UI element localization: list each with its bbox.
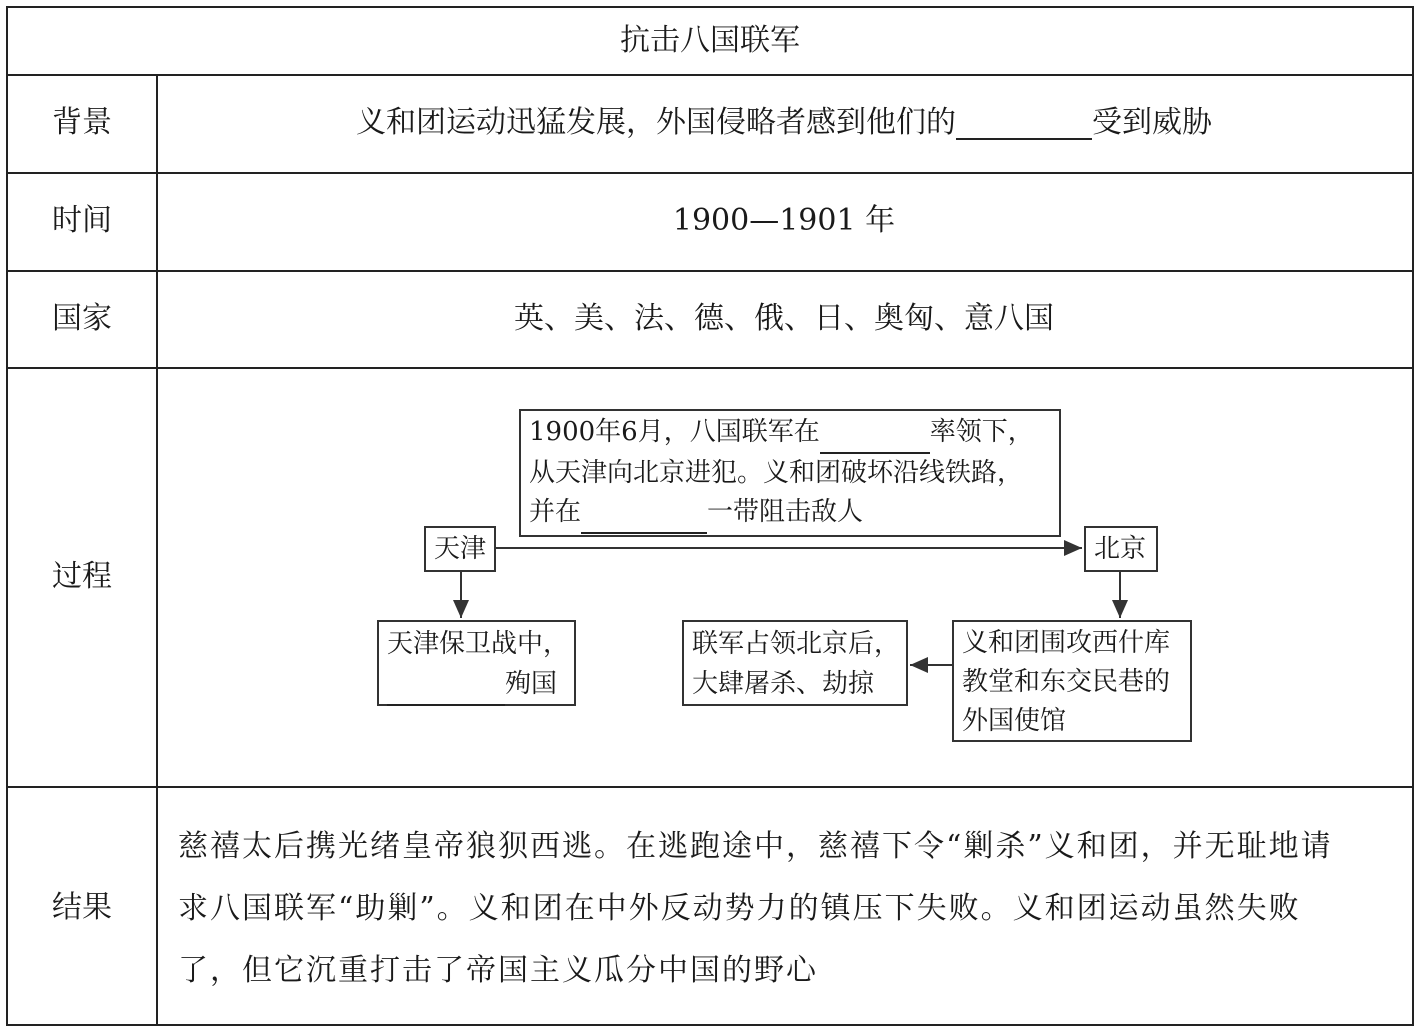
label-countries: 国家 xyxy=(52,301,112,336)
siege-box xyxy=(952,620,1192,742)
siege-text: 教堂和东交民巷的 xyxy=(962,667,1171,697)
label-background: 背景 xyxy=(52,105,112,140)
beijing-box xyxy=(1084,526,1158,572)
countries-value: 英、美、法、德、俄、日、奥匈、意八国 xyxy=(514,301,1054,336)
advance-box xyxy=(519,409,1061,537)
label-time: 时间 xyxy=(52,203,112,238)
occupy-box xyxy=(682,620,908,706)
siege-text: 外国使馆 xyxy=(962,706,1067,736)
advance-text: 率领下， xyxy=(929,417,1034,447)
tianjin-battle-text: 天津保卫战中， xyxy=(387,629,570,659)
occupy-text: 联军占领北京后， xyxy=(692,629,901,659)
background-text-end: 受到威胁 xyxy=(1092,105,1212,140)
result-line: 求八国联军“助剿”。义和团在中外反动势力的镇压下失败。义和团运动虽然失败 xyxy=(178,891,1301,926)
fill-blank xyxy=(820,413,930,454)
beijing-label: 北京 xyxy=(1094,534,1147,564)
tianjin-battle-box xyxy=(377,620,576,706)
siege-text: 义和团围攻西什库 xyxy=(962,628,1171,658)
advance-text: 从天津向北京进犯。义和团破坏沿线铁路， xyxy=(529,458,1024,488)
advance-text: 一带阻击敌人 xyxy=(707,497,864,527)
tianjin-box xyxy=(424,526,496,572)
label-process: 过程 xyxy=(52,559,112,594)
tianjin-label: 天津 xyxy=(434,534,487,564)
fill-blank xyxy=(581,493,707,534)
background-text: 义和团运动迅猛发展，外国侵略者感到他们的 xyxy=(356,105,956,140)
time-value: 1900—1901 年 xyxy=(672,203,896,238)
occupy-text: 大肆屠杀、劫掠 xyxy=(692,669,875,699)
fill-blank xyxy=(387,664,505,706)
table-title: 抗击八国联军 xyxy=(620,23,800,58)
result-line: 慈禧太后携光绪皇帝狼狈西逃。在逃跑途中，慈禧下令“剿杀”义和团，并无耻地请 xyxy=(178,829,1333,864)
advance-text: 1900年6月，八国联军在 xyxy=(529,417,820,447)
result-line: 了，但它沉重打击了帝国主义瓜分中国的野心 xyxy=(178,953,818,988)
tianjin-battle-text: 殉国 xyxy=(505,669,558,699)
advance-text: 并在 xyxy=(529,497,582,527)
label-result: 结果 xyxy=(52,890,112,925)
